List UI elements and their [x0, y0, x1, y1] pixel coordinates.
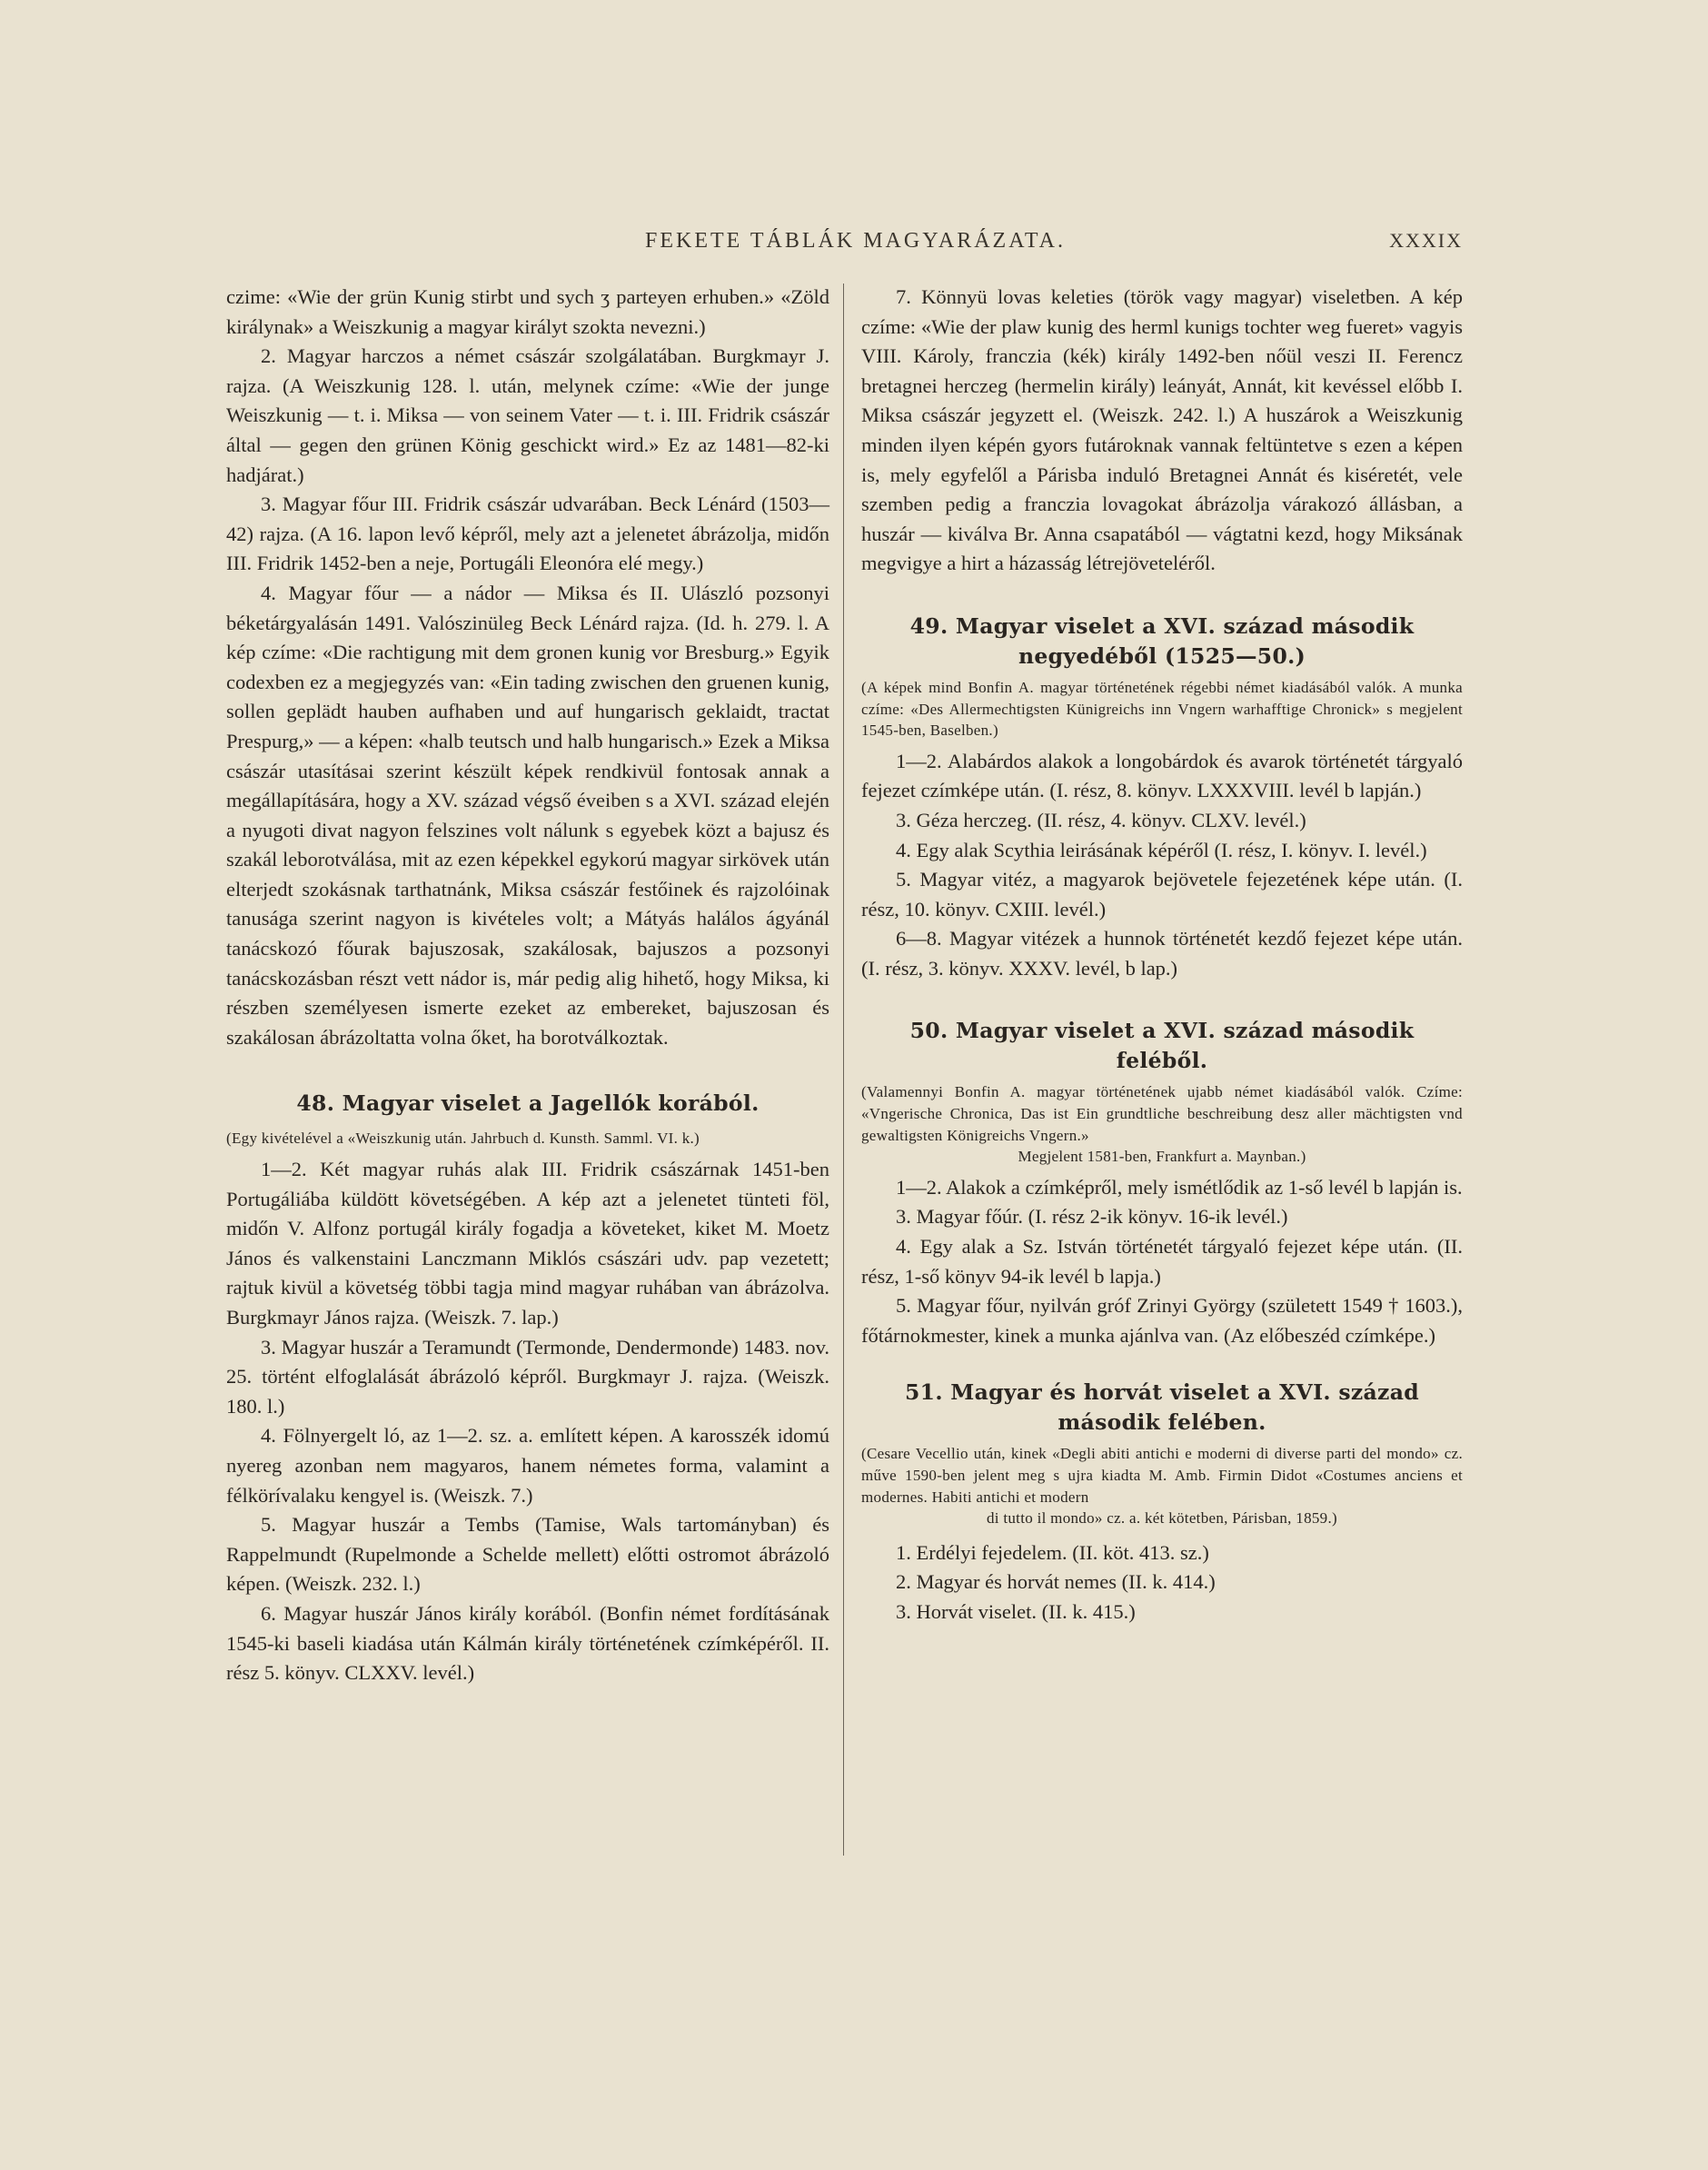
paragraph: 5. Magyar vitéz, a magyarok bejövetele fejezetének képe után. (I. rész, 10. könyv. CXIII. levél.): [861, 868, 1463, 921]
paragraph: 1—2. Alabárdos alakok a longobárdok és avarok történetét tárgyaló fejezet czímképe után. (I. rész, 8. könyv. LXXXVIII. levél b lapján.): [861, 749, 1463, 802]
page-number: XXXIX: [1389, 229, 1463, 252]
section-note: (Egy kivételével a «Weiszkunig után. Jahrbuch d. Kunsth. Samml. VI. k.): [226, 1130, 700, 1148]
paragraph: 5. Magyar főur, nyilván gróf Zrinyi György (született 1549 † 1603.), főtárnokmester, kinek a munka ajánlva van. (Az előbeszéd czímképe.): [861, 1294, 1463, 1347]
paragraph: 4. Egy alak Scythia leirásának képéről (I. rész, I. könyv. I. levél.): [896, 838, 1427, 861]
paragraph: 6. Magyar huszár János király korából. (Bonfin német fordításának 1545-ki baseli kiadása után Kálmán király történetének czímképéről. II. rész 5. könyv. CLXXV. levél.): [226, 1601, 829, 1685]
column-divider: [843, 284, 844, 1856]
list-item: 1. Erdélyi fejedelem. (II. köt. 413. sz.): [896, 1540, 1209, 1564]
section-note-end: Megjelent 1581-ben, Frankfurt a. Maynban.): [1018, 1148, 1306, 1166]
section-note: (Cesare Vecellio után, kinek «Degli abiti antichi e moderni di diverse parti del mondo» cz. műve 1590-ben jelent meg s ujra kiadta M. Amb. Firmin Didot «Costumes anciens et modernes. Habiti antichi et modern: [861, 1445, 1463, 1506]
list-item: 3. Horvát viselet. (II. k. 415.): [896, 1599, 1136, 1623]
right-column: [861, 283, 1463, 1628]
section-note-end: di tutto il mondo» cz. a. két kötetben, Párisban, 1859.): [986, 1509, 1337, 1528]
paragraph: 4. Egy alak a Sz. István történetét tárgyaló fejezet képe után. (II. rész, 1-ső könyv 94-ik levél b lapja.): [861, 1235, 1463, 1288]
paragraph: 1—2. Alakok a czímképről, mely ismétlődik az 1-ső levél b lapján is.: [896, 1175, 1463, 1199]
section-heading-49: 49. Magyar viselet a XVI. század második negyedéből (1525—50.): [909, 612, 1415, 669]
paragraph: 3. Magyar főur III. Fridrik császár udvarában. Beck Lénárd (1503—42) rajza. (A 16. lapon levő képről, mely azt a jelenetet ábrázolja, midőn III. Fridrik 1452-ben a neje, Portugáli Eleonóra elé megy.): [226, 493, 829, 575]
paragraph: 3. Magyar huszár a Teramundt (Termonde, Dendermonde) 1483. nov. 25. történt elfoglalását ábrázoló képről. Burgkmayr J. rajza. (Weiszk. 180. l.): [226, 1335, 829, 1418]
paragraph: 5. Magyar huszár a Tembs (Tamise, Wals tartományban) és Rappelmundt (Rupelmonde a Schelde mellett) előtti ostromot ábrázoló képen. (Weiszk. 232. l.): [226, 1513, 829, 1596]
section-heading-50: 50. Magyar viselet a XVI. század második feléből.: [909, 1018, 1415, 1074]
list-item: 2. Magyar és horvát nemes (II. k. 414.): [896, 1570, 1216, 1594]
paragraph: 3. Magyar főúr. (I. rész 2-ik könyv. 16-ik levél.): [896, 1205, 1288, 1229]
section-note: (Valamennyi Bonfin A. magyar történetének ujabb német kiadásából valók. Czíme: «Vngerische Chronica, Das ist Ein grundtliche beschreibung desz aller mächtigsten vnd gewaltigsten Königreichs Vngern.»: [861, 1083, 1463, 1144]
left-column: [226, 283, 829, 1688]
paragraph: 7. Könnyü lovas keleties (török vagy magyar) viseletben. A kép czíme: «Wie der plaw kunig des herml kunigs tochter weg fueret» vagyis VIII. Károly, franczia (kék) király 1492-ben nőül veszi II. Ferencz bretagnei herczeg (hermelin király) leányát, Annát, kit kevéssel előbb I. Miksa császár jegyzett el. (Weiszk. 242. l.) A huszárok a Weiszkunig minden ilyen képén gyors futároknak vannak feltüntetve s ezen a képen is, mely egyfelől a Párisba induló Bretagnei Annát és kiséretét, vele szemben pedig a franczia lovagokat ábrázolja várakozó állásban, a huszár — kiválva Br. Anna csapatából — vágtatni kezd, hogy Miksának megvigye a hirt a házasság létrejöveteléről.: [861, 285, 1463, 575]
section-note: (A képek mind Bonfin A. magyar történetének régebbi német kiadásából valók. A munka czíme: «Des Allermechtigsten Künigreichs inn Vngern warhafftige Chronick» s megjelent 1545-ben, Baselben.): [861, 678, 1463, 740]
paragraph: 4. Fölnyergelt ló, az 1—2. sz. a. említett képen. A karosszék idomú nyereg azonban nem magyaros, hanem németes forma, valamint a félkörívalaku kengyel is. (Weiszk. 7.): [226, 1424, 829, 1507]
paragraph: 1—2. Két magyar ruhás alak III. Fridrik császárnak 1451-ben Portugáliába küldött követségében. A kép azt a jelenetet tünteti föl, midőn V. Alfonz portugál király fogadja a követeket, kiket M. Moetz János és valkenstaini Lanczmann Miklós császári udv. pap vezetett; rajtuk kivül a követség többi tagja mind magyar ruhában van ábrázolva. Burgkmayr János rajza. (Weiszk. 7. lap.): [226, 1158, 829, 1329]
paragraph: 6—8. Magyar vitézek a hunnok történetét kezdő fejezet képe után. (I. rész, 3. könyv. XXXV. levél, b lap.): [861, 927, 1463, 980]
running-header: FEKETE TÁBLÁK MAGYARÁZATA.: [645, 229, 1066, 253]
section-heading-51: 51. Magyar és horvát viselet a XVI. század második felében.: [905, 1379, 1419, 1436]
paragraph: czime: «Wie der grün Kunig stirbt und sych ʒ parteyen erhuben.» «Zöld királynak» a Weiszkunig a magyar királyt szokta nevezni.): [226, 285, 829, 338]
paragraph: 2. Magyar harczos a német császár szolgálatában. Burgkmayr J. rajza. (A Weiszkunig 128. l. után, melynek czíme: «Wie der junge Weiszkunig — t. i. Miksa — von seinem Vater — t. i. III. Fridrik császár által — gegen den grünen König geschickt wird.» Ez az 1481—82-ki hadjárat.): [226, 344, 829, 486]
paragraph: 3. Géza herczeg. (II. rész, 4. könyv. CLXV. levél.): [896, 808, 1306, 831]
section-heading-48: 48. Magyar viselet a Jagellók korából.: [296, 1090, 760, 1117]
paragraph: 4. Magyar főur — a nádor — Miksa és II. Ulászló pozsonyi béketárgyalásán 1491. Valószinüleg Beck Lénárd rajza. (Id. h. 279. l. A kép czíme: «Die rachtigung mit dem gronen kunig vor Bresburg.» Egyik codexben ez a megjegyzés van: «Ein tading zwischen den gruenen kunig, sollen geplädt hauben aufhaben und auf hungarisch geklaidt, tractat Prespurg,» — a képen: «halb teutsch und halb hungarisch.» Ezek a Miksa császár utasításai szerint készült képek rendkivül fontosak annak a megállapítására, hogy a XV. század végső éveiben s a XVI. század elején a nyugoti divat nagyon felszines volt nálunk s egyebek közt a bajusz és szakál leborotválása, mit az ezen képekkel egykorú magyar sirkövek után elterjedt szokásnak tarthatnánk, Miksa császár festőinek és rajzolóinak tanusága szerint nagyon is kivételes volt; a Mátyás halálos ágyánál tanácskozó főurak bajuszosak, szakálosak, bajuszos a pozsonyi tanácskozásban részt vett nádor is, már pedig alig hihető, hogy Miksa, ki részben személyesen ismerte ezeket az embereket, bajuszosan és szakálosan ábrázoltatta volna őket, ha borotválkoztak.: [226, 581, 829, 1049]
